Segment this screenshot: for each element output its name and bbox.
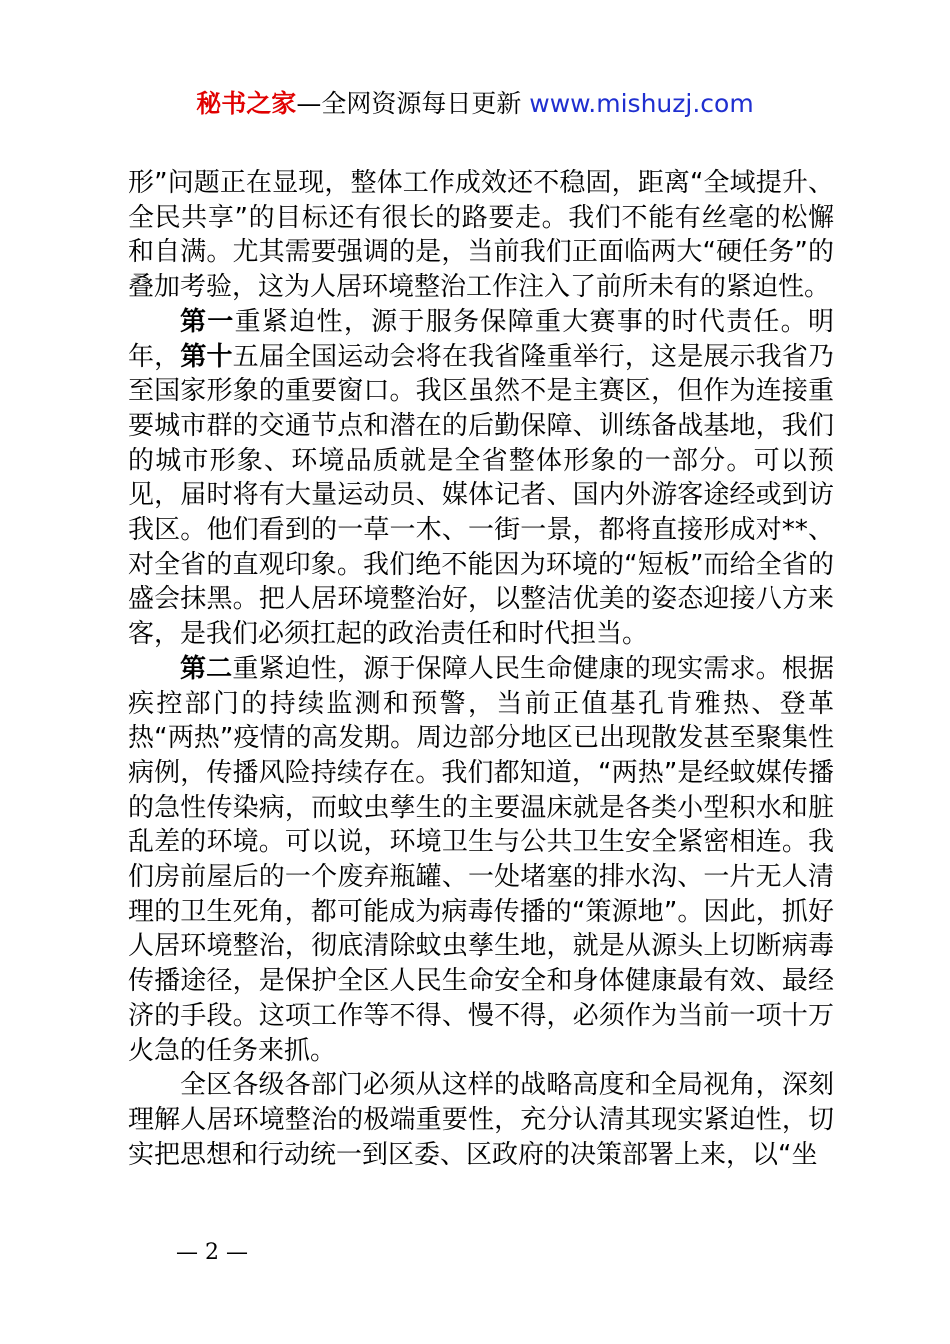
paragraph-lead-inline: 第十 <box>180 341 233 372</box>
paragraph-text: 全区各级各部门必须从这样的战略高度和全局视角，深刻理解人居环境整治的极端重要性，充分认清其现实紧迫性，切实把思想和行动统一到区委、区政府的决策部署上来，以“坐 <box>128 1070 834 1170</box>
header-tagline: —全网资源每日更新 <box>296 89 530 118</box>
paragraph-lead: 第一 <box>180 306 235 337</box>
paragraph-text: 重紧迫性，源于服务保障重大赛事的时代责任。明年， <box>128 306 834 372</box>
paragraph-conclusion <box>128 1068 834 1172</box>
paragraph-lead: 第二 <box>180 653 233 684</box>
site-header <box>0 86 950 122</box>
document-body <box>128 166 834 1172</box>
paragraph-second-urgency <box>128 652 834 1068</box>
paragraph-continuation <box>128 166 834 305</box>
page-number: — 2 — <box>176 1240 248 1265</box>
site-url-link[interactable]: www.mishuzj.com <box>529 89 754 118</box>
paragraph-text: 重紧迫性，源于保障人民生命健康的现实需求。根据疾控部门的持续监测和预警，当前正值基孔肯雅热、登革热“两热”疫情的高发期。周边部分地区已出现散发甚至聚集性病例，传播风险持续存在。我们都知道，“两热”是经蚊媒传播的急性传染病，而蚊虫孳生的主要温床就是各类小型积水和脏乱差的环境。可以说，环境卫生与公共卫生安全紧密相连。我们房前屋后的一个废弃瓶罐、一处堵塞的排水沟、一片无人清理的卫生死角，都可能成为病毒传播的“策源地”。因此，抓好人居环境整治，彻底清除蚊虫孳生地，就是从源头上切断病毒传播途径，是保护全区人民生命安全和身体健康最有效、最经济的手段。这项工作等不得、慢不得，必须作为当前一项十万火急的任务来抓。 <box>128 653 834 1066</box>
paragraph-text: 形”问题正在显现，整体工作成效还不稳固，距离“全域提升、全民共享”的目标还有很长的路要走。我们不能有丝毫的松懈和自满。尤其需要强调的是，当前我们正面临两大“硬任务”的叠加考验，这为人居环境整治工作注入了前所未有的紧迫性。 <box>128 168 834 303</box>
brand-name: 秘书之家 <box>196 89 297 118</box>
paragraph-first-urgency <box>128 305 834 652</box>
paragraph-text-continued: 五届全国运动会将在我省隆重举行，这是展示我省乃至国家形象的重要窗口。我区虽然不是主赛区，但作为连接重要城市群的交通节点和潜在的后勤保障、训练备战基地，我们的城市形象、环境品质就是全省整体形象的一部分。可以预见，届时将有大量运动员、媒体记者、国内外游客途经或到访我区。他们看到的一草一木、一街一景，都将直接形成对**、对全省的直观印象。我们绝不能因为环境的“短板”而给全省的盛会抹黑。把人居环境整治好，以整洁优美的姿态迎接八方来客，是我们必须扛起的政治责任和时代担当。 <box>128 341 834 650</box>
